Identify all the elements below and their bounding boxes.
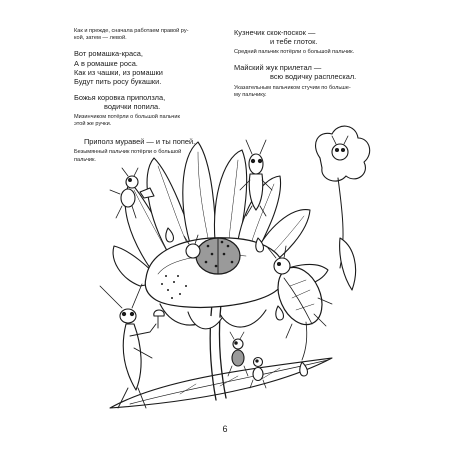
daisy-insects-illustration — [70, 118, 390, 418]
instruction-line: Безымянный пальчик потёрли о большой — [74, 149, 182, 156]
poem-line: Майский жук прилетал — — [234, 63, 322, 73]
instruction-grasshopper — [234, 49, 384, 56]
poem-line: всю водичку расплескал. — [270, 72, 357, 82]
dew-drop — [276, 306, 284, 320]
intro-instruction-line-2: кой, затем — левой. — [74, 35, 127, 42]
poem-line: Как из чашки, из ромашки — [74, 67, 163, 77]
instruction-line: пальчик. — [74, 156, 96, 163]
right-text-column — [234, 28, 384, 99]
stanza-daisy — [74, 49, 226, 85]
poem-line: водички попила. — [104, 101, 161, 111]
bee-on-flower — [316, 126, 370, 290]
instruction-line: Мизинчиком потёрли о большой пальчик — [74, 113, 180, 120]
intro-instruction-line-1: Как и прежде, сначала работаем правой ру- — [74, 28, 189, 34]
instruction-line: Указательным пальчиком стучим по больше- — [234, 84, 351, 91]
poem-line: Кузнечик скок-поскок — — [234, 28, 316, 37]
poem-line: Божья коровка приползла, — [74, 92, 166, 102]
instruction-line: Средний пальчик потёрли о большой пальчик. — [234, 49, 355, 56]
poem-line: и тебе глоток. — [270, 37, 318, 47]
poem-line: Вот ромашка-краса, — [74, 49, 143, 59]
poem-line: А в ромашке роса. — [74, 58, 138, 68]
stanza-ladybug — [74, 93, 226, 111]
stanza-grasshopper — [234, 28, 384, 46]
poem-line: Приполз муравей — и ты попей. — [84, 137, 196, 147]
instruction-line: этой же ручки. — [74, 121, 112, 128]
instruction-line: му пальчику. — [234, 91, 267, 98]
instruction-may-beetle — [234, 85, 384, 99]
stanza-may-beetle — [234, 63, 384, 81]
poem-line: Будут пить росу букашки. — [74, 76, 162, 86]
page-number: 6 — [222, 424, 228, 434]
